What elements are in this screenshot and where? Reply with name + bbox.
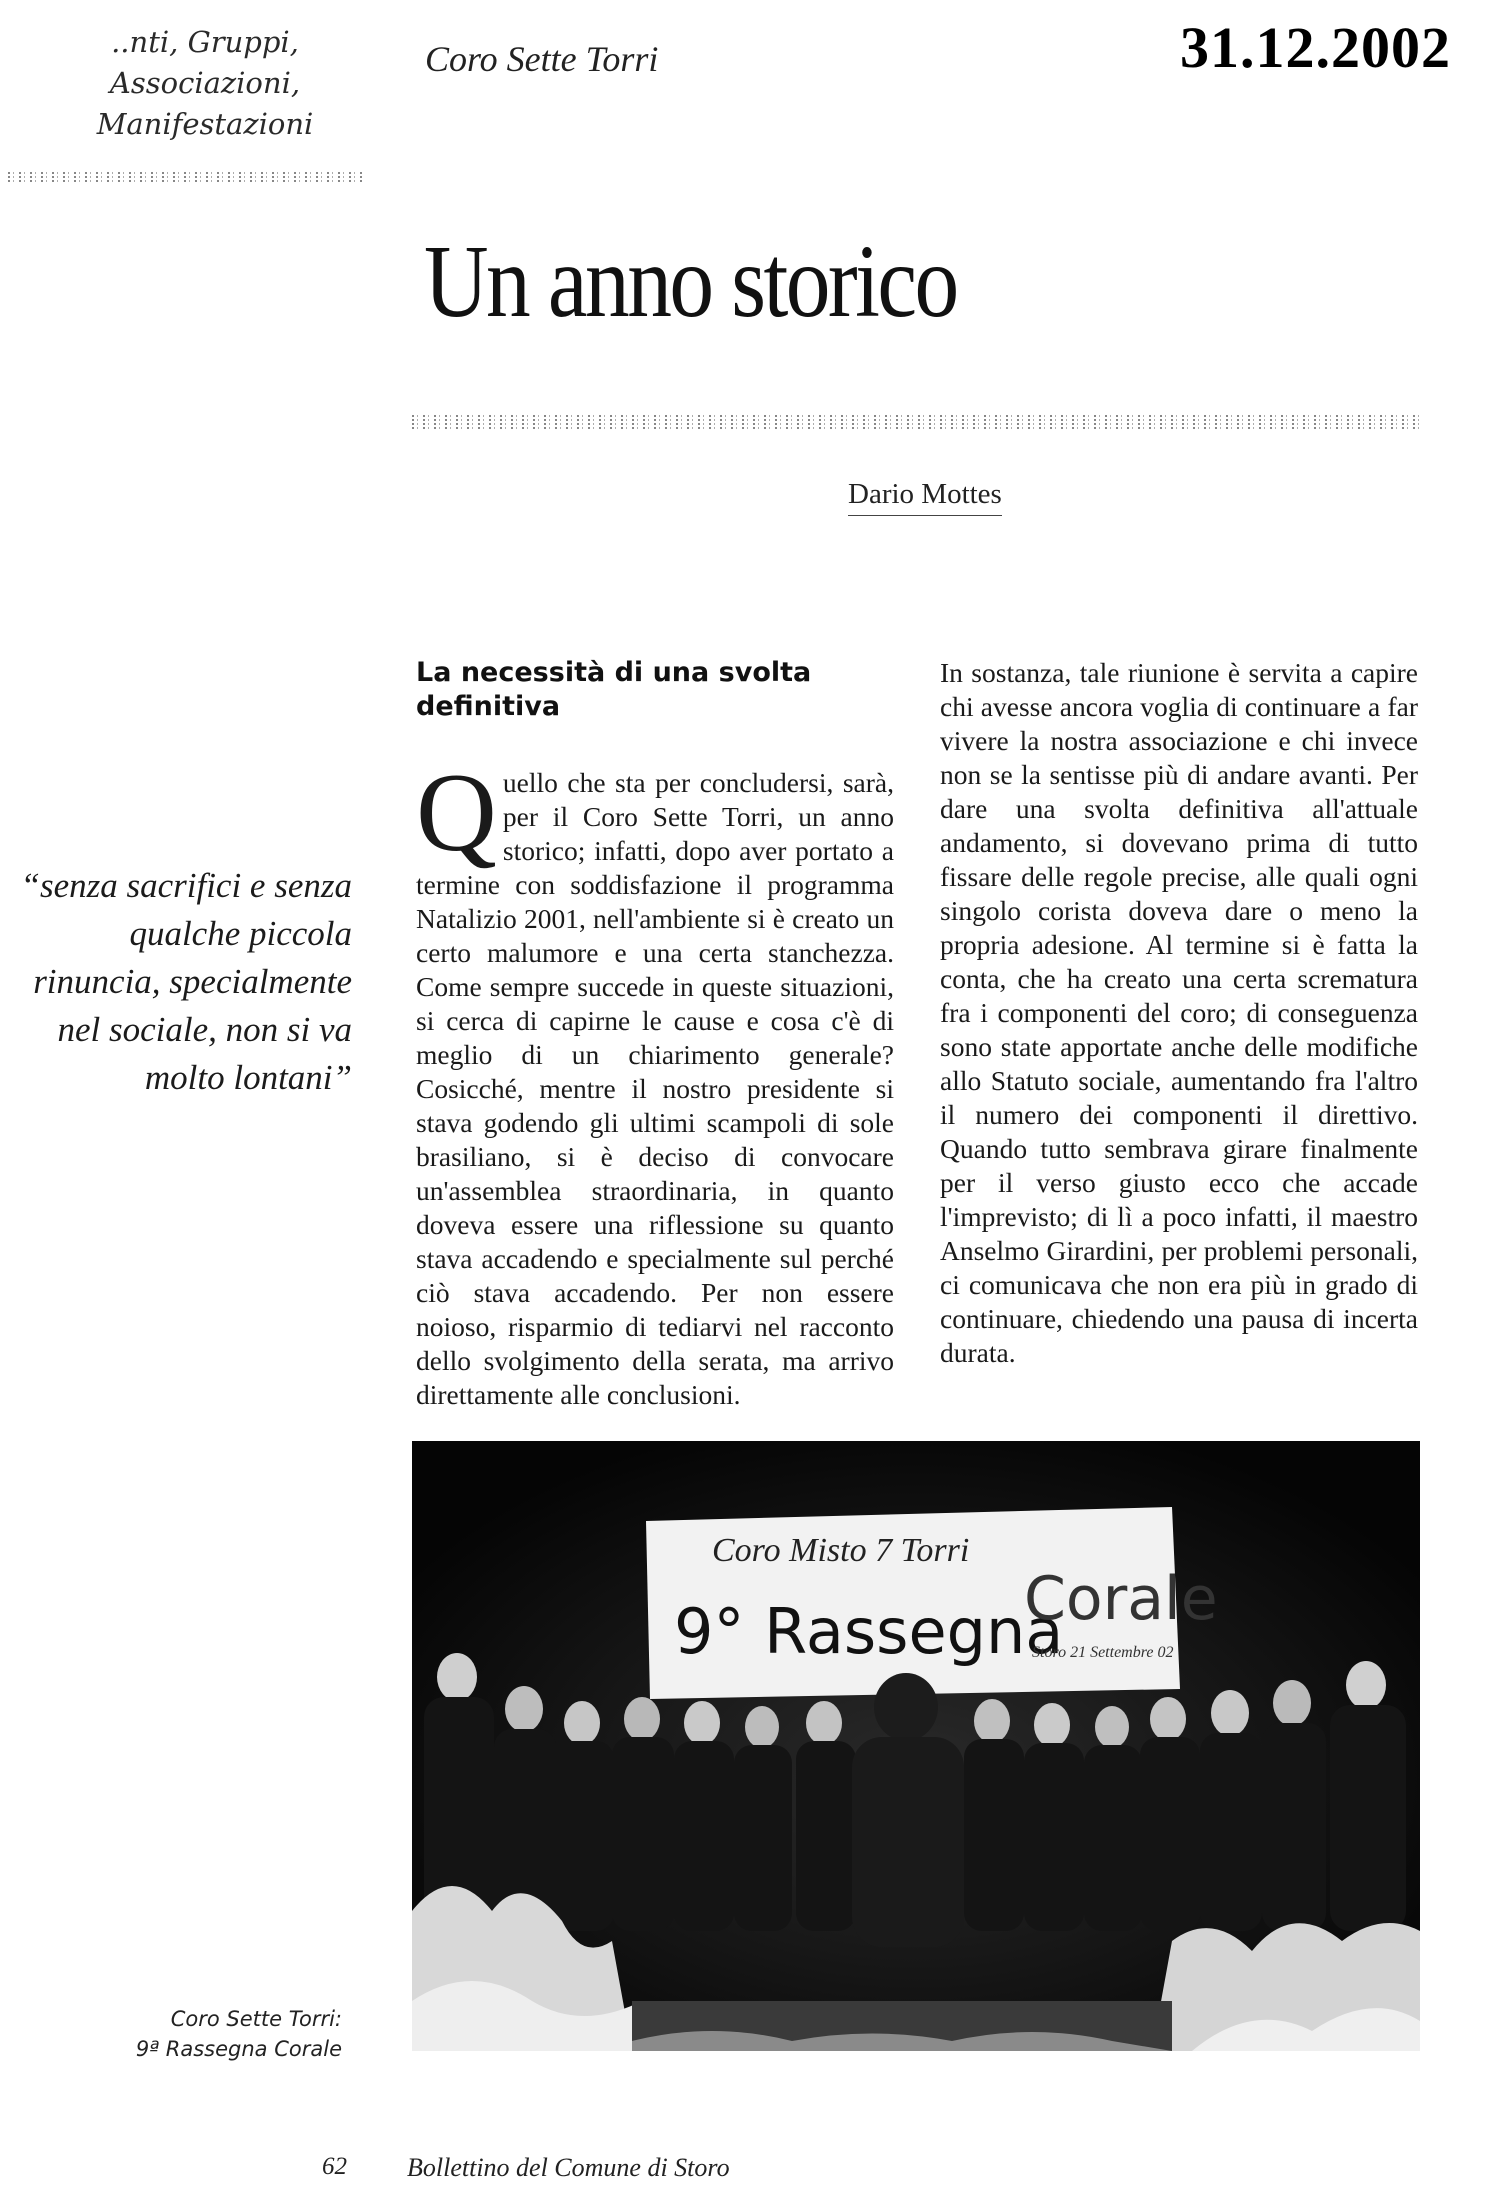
pull-quote: “senza sacrifici e senza qualche piccola rinuncia, specialmente nel sociale, non si va molto lontani” (20, 866, 352, 1097)
publication-name: Bollettino del Comune di Storo (407, 2153, 730, 2182)
column-name: Coro Sette Torri (425, 39, 659, 79)
title-divider (412, 415, 1422, 429)
photo-caption (80, 2004, 342, 2064)
section-label-line: Associazioni, (109, 66, 301, 100)
section-label-line: ..nti, Gruppi, (111, 25, 299, 59)
date-stamp: 31.12.2002 (1180, 15, 1451, 80)
banner-date: Storo 21 Settembre 02 (1032, 1644, 1174, 1661)
author-byline: Dario Mottes (848, 478, 1002, 516)
body-paragraph-right: In sostanza, tale riunione è servita a capire chi avesse ancora voglia di continuare a far vivere la nostra associazione e chi invece non se la sentisse più di andare avanti. Per dare una svolta definitiva all'attuale andamento, si dovevano prima di tutto fissare delle regole precise, alle quali ogni singolo corista doveva dare o meno la propria adesione. Al termine si è fatta la conta, che ha creato una certa scrematura fra i componenti del coro; di conseguenza sono state apportate anche delle modifiche allo Statuto sociale, aumentando fra l'altro il numero dei componenti il direttivo. Quando tutto sembrava girare finalmente per il verso giusto ecco che accade l'imprevisto; di lì a poco infatti, il maestro Anselmo Girardini, per problemi personali, ci comunicava che non era più in grado di continuare, chiedendo una pausa di incerta durata. (940, 657, 1418, 1368)
page-number: 62 (322, 2153, 347, 2180)
section-subheading: La necessità di una svolta definitiva (416, 657, 812, 722)
caption-line: 9ª Rassegna Corale (135, 2037, 342, 2061)
banner-corale: Corale (1024, 1564, 1218, 1634)
section-divider (8, 172, 363, 182)
rassegna-banner (646, 1507, 1218, 1699)
banner-title: Coro Misto 7 Torri (712, 1532, 970, 1569)
body-paragraph-left: Quello che sta per concludersi, sarà, per il Coro Sette Torri, un anno storico; infatti, dopo aver portato a termine con soddisfazione il programma Natalizio 2001, nell'ambiente si è creato un certo malumore e una certa stanchezza. Come sempre succede in queste situazioni, si cerca di capirne le cause e cosa c'è di meglio di un chiarimento generale? Cosicché, mentre il nostro presidente si stava godendo gli ultimi scampoli di sole brasiliano, si è deciso di convocare un'assemblea straordinaria, in quanto doveva essere una riflessione su quanto stava accadendo e specialmente sul perché ciò stava accadendo. Per non essere noioso, risparmio di tediarvi nel racconto dello svolgimento della serata, ma arrivo direttamente alle conclusioni. (416, 751, 894, 1410)
article-title: Un anno storico (424, 224, 957, 339)
choir-photo (412, 1441, 1420, 2051)
section-label (40, 22, 370, 145)
caption-line: Coro Sette Torri: (170, 2007, 342, 2031)
banner-rassegna: 9° Rassegna (674, 1595, 1064, 1668)
section-label-line: Manifestazioni (96, 107, 314, 141)
